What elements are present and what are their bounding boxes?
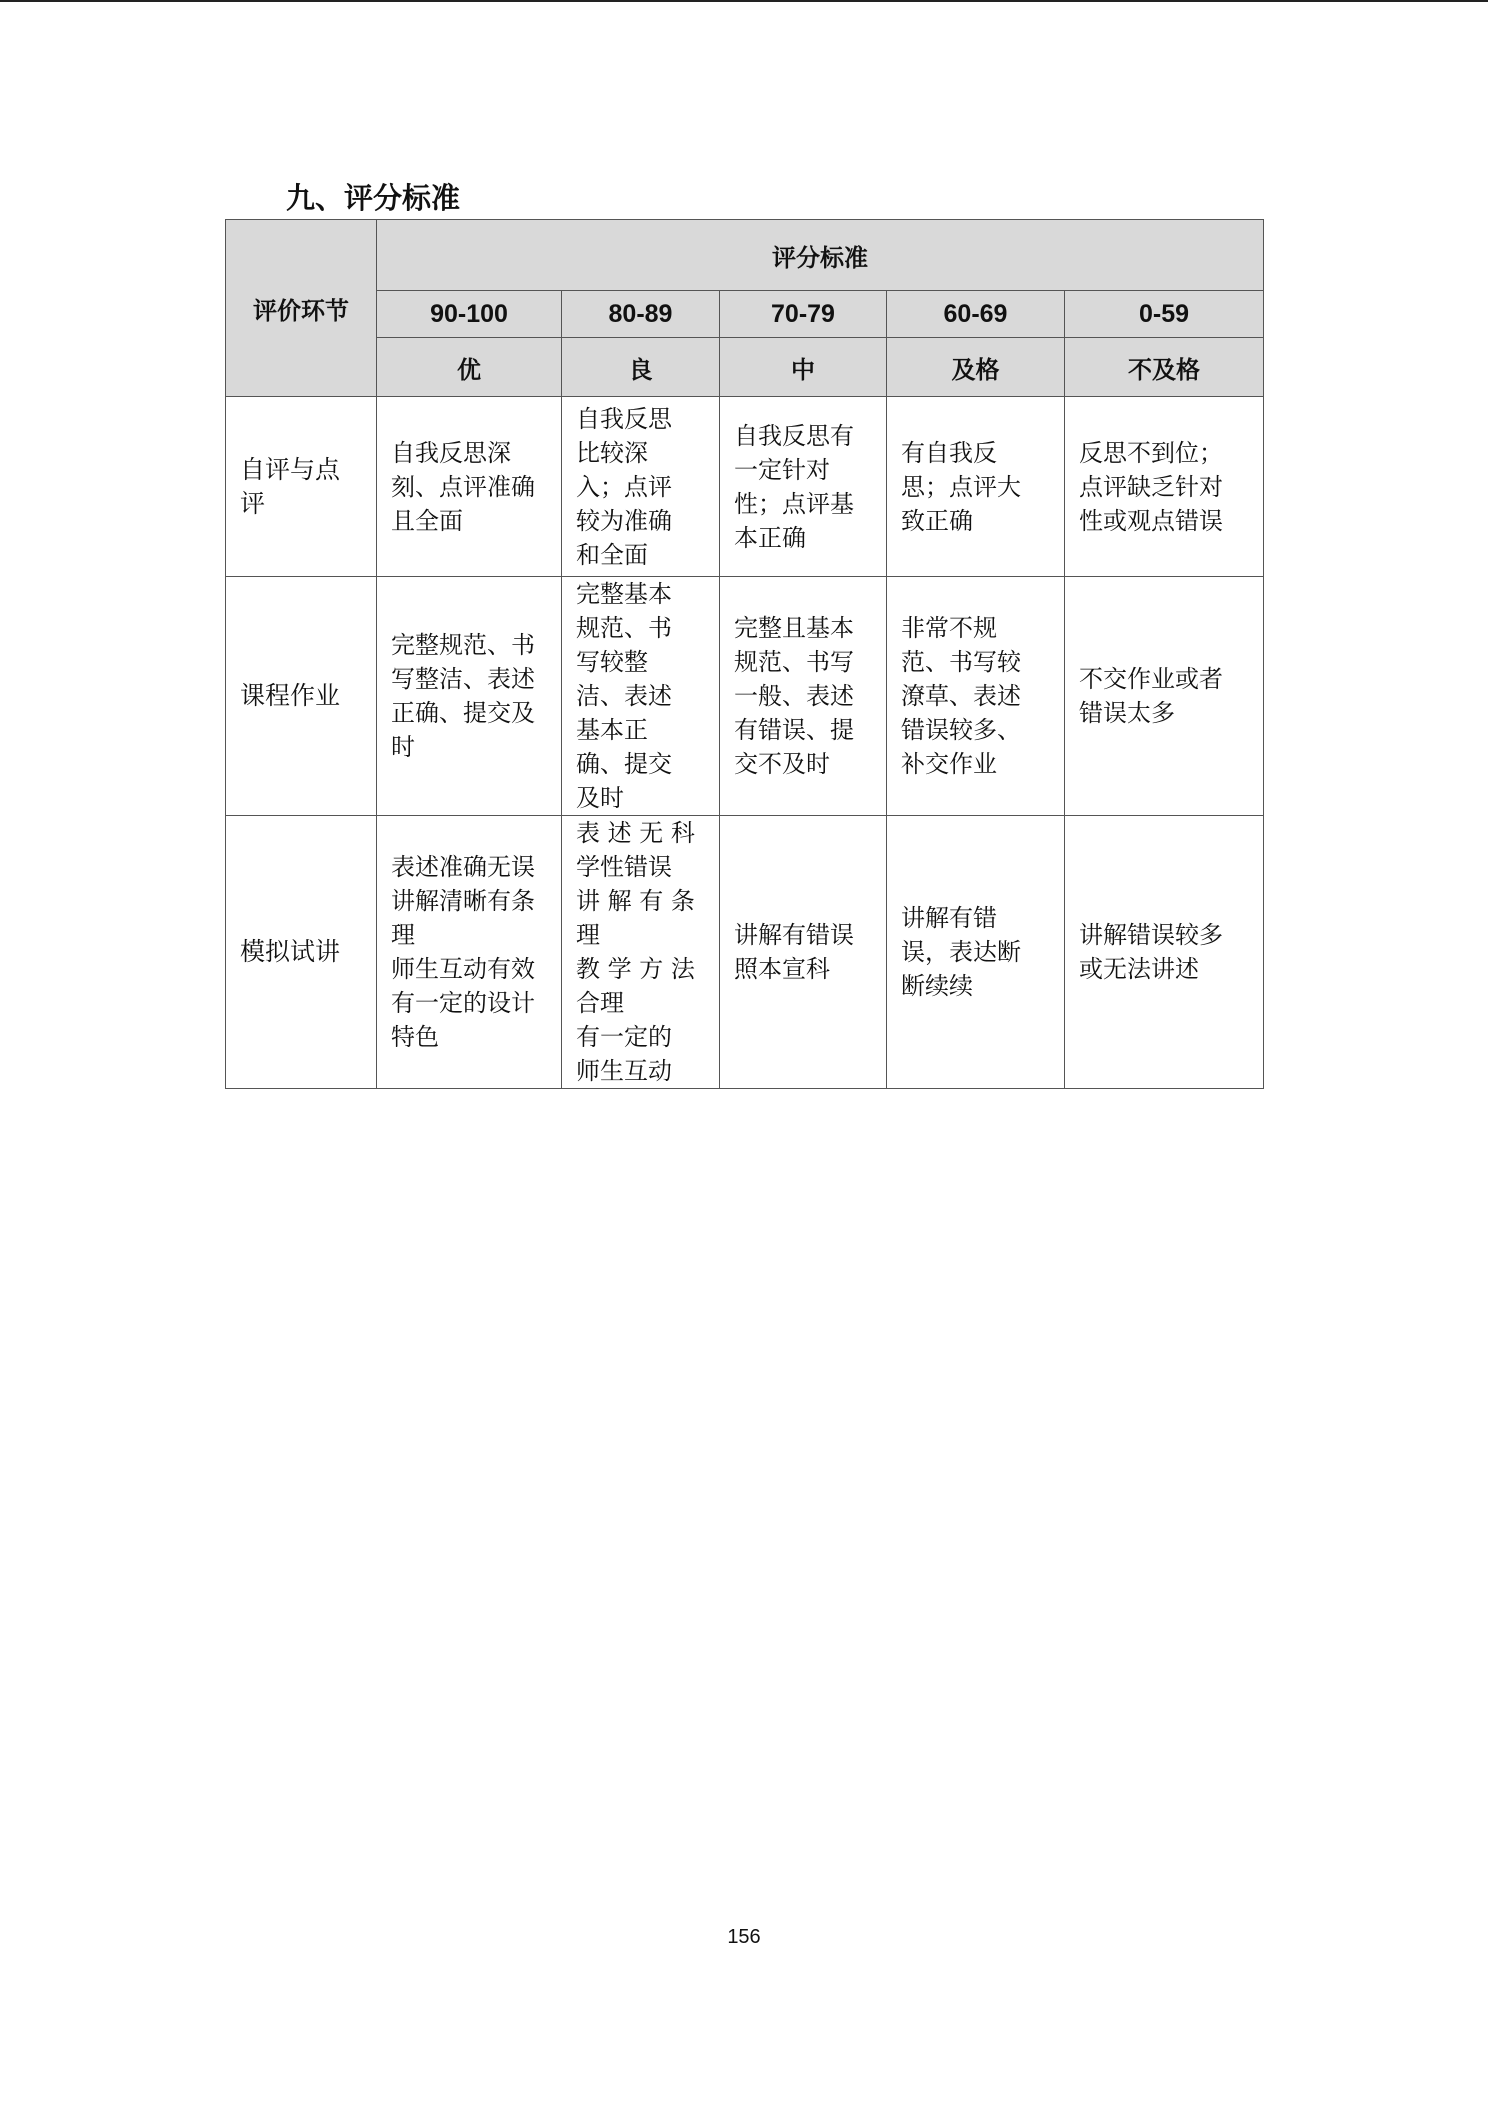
table-row	[226, 816, 1264, 1089]
range-header: 60-69	[887, 291, 1065, 338]
page-number: 156	[727, 1926, 761, 1948]
grading-criteria-table	[225, 219, 1264, 1089]
page-top-border	[0, 0, 1488, 2]
grade-header: 不及格	[1065, 338, 1264, 397]
row-label: 课程作业	[226, 577, 377, 816]
table-cell: 讲解有错误 照本宣科	[720, 816, 887, 1089]
grade-header: 及格	[887, 338, 1065, 397]
table-cell: 不交作业或者 错误太多	[1065, 577, 1264, 816]
range-header: 90-100	[377, 291, 562, 338]
section-title: 九、评分标准	[286, 181, 461, 215]
range-header: 0-59	[1065, 291, 1264, 338]
header-row-grades	[226, 338, 1264, 397]
table-cell: 反思不到位； 点评缺乏针对 性或观点错误	[1065, 397, 1264, 577]
table-cell: 完整基本 规范、书 写较整 洁、表述 基本正 确、提交 及时	[562, 577, 720, 816]
table-row	[226, 577, 1264, 816]
table-cell: 完整且基本 规范、书写 一般、表述 有错误、提 交不及时	[720, 577, 887, 816]
header-row-group	[226, 220, 1264, 291]
table-cell: 完整规范、书 写整洁、表述 正确、提交及 时	[377, 577, 562, 816]
table-row	[226, 397, 1264, 577]
col-header-evaluation-stage: 评价环节	[226, 220, 377, 397]
grade-header: 良	[562, 338, 720, 397]
row-label: 模拟试讲	[226, 816, 377, 1089]
range-header: 70-79	[720, 291, 887, 338]
table-cell: 表述准确无误 讲解清晰有条 理 师生互动有效 有一定的设计 特色	[377, 816, 562, 1089]
table-cell: 非常不规 范、书写较 潦草、表述 错误较多、 补交作业	[887, 577, 1065, 816]
row-label: 自评与点 评	[226, 397, 377, 577]
header-row-ranges	[226, 291, 1264, 338]
grade-header: 中	[720, 338, 887, 397]
table-cell: 自我反思深 刻、点评准确 且全面	[377, 397, 562, 577]
grade-header: 优	[377, 338, 562, 397]
table-cell: 有自我反 思；点评大 致正确	[887, 397, 1065, 577]
table-cell: 讲解有错 误，表达断 断续续	[887, 816, 1065, 1089]
range-header: 80-89	[562, 291, 720, 338]
table-cell: 自我反思 比较深 入；点评 较为准确 和全面	[562, 397, 720, 577]
table-cell: 自我反思有 一定针对 性；点评基 本正确	[720, 397, 887, 577]
table-cell: 讲解错误较多 或无法讲述	[1065, 816, 1264, 1089]
group-header-grading-criteria: 评分标准	[377, 220, 1264, 291]
table-cell: 表 述 无 科 学性错误 讲 解 有 条 理 教 学 方 法 合理 有一定的 师生互动	[562, 816, 720, 1089]
